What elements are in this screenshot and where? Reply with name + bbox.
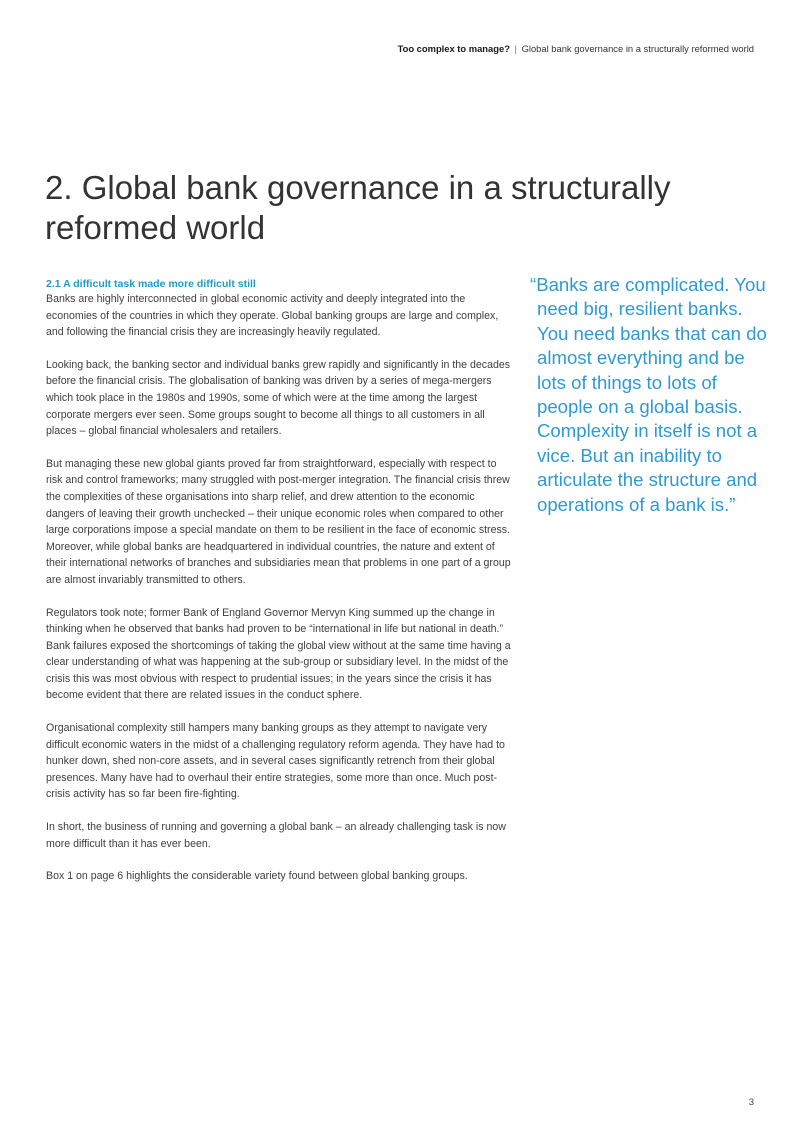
chapter-title: 2. Global bank governance in a structurally reformed world xyxy=(45,169,671,246)
header-separator: | xyxy=(514,43,517,54)
pull-quote: “Banks are complicated. You need big, resilient banks. You need banks that can do almost everything and be lots of things to lots of people on a global basis. Complexity in itself is not a vice. But an inability to articulate the structure and operations of a bank is.” xyxy=(530,274,767,515)
body-paragraph: Banks are highly interconnected in global economic activity and deeply integrated into the economies of the countries in which they operate. Global banking groups are large and complex, and following the financial crisis they are increasingly heavily regulated. xyxy=(46,293,499,339)
running-header xyxy=(398,43,754,54)
body-paragraph: But managing these new global giants proved far from straightforward, especially with respect to risk and control frameworks; many struggled with post-merger integration. The financial crisis threw the complexities of these organisations into sharp relief, and drew attention to the economic dangers of leaving their growth unchecked – their unique economic roles when compared to other large corporations impose a special mandate on them to be resilient in the face of economic stress. Moreover, while global banks are headquartered in individual countries, the nature and extent of their international networks of branches and subsidiaries mean that problems in one part of a group are almost invariably transmitted to others. xyxy=(46,457,511,586)
header-report-title: Too complex to manage? xyxy=(397,43,510,54)
body-paragraph: In short, the business of running and governing a global bank – an already challenging task is now more difficult than it has ever been. xyxy=(46,821,506,850)
page-number: 3 xyxy=(748,1097,754,1108)
body-paragraph: Box 1 on page 6 highlights the considerable variety found between global banking groups. xyxy=(46,870,468,883)
body-paragraph: Organisational complexity still hampers many banking groups as they attempt to navigate very difficult economic waters in the midst of a challenging regulatory reform agenda. They have had to hunker down, shed non-core assets, and in several cases significantly retrench from their global presences. Many have had to overhaul their entire strategies, some more than once. Much post-crisis activity has so far been fire-fighting. xyxy=(46,722,505,801)
section-heading: 2.1 A difficult task made more difficult still xyxy=(46,278,256,290)
body-paragraph: Regulators took note; former Bank of England Governor Mervyn King summed up the change in thinking when he observed that banks had proven to be “international in life but national in death.” Bank failures exposed the shortcomings of taking the global view without at the same time having a clear understanding of what was happening at the sub-group or subsidiary level. In the midst of the crisis this was most obvious with respect to prudential issues; in the years since the crisis it has become evident that there are related issues in the conduct sphere. xyxy=(46,606,511,702)
body-column xyxy=(46,277,514,901)
header-report-subtitle: Global bank governance in a structurally reformed world xyxy=(521,43,754,54)
body-paragraph: Looking back, the banking sector and individual banks grew rapidly and significantly in the decades before the financial crisis. The globalisation of banking was driven by a series of mega-mergers which took place in the 1980s and 1990s, some of which were at the time among the largest corporate mergers ever seen. Some groups sought to become all things to all customers in all places – global financial wholesalers and retailers. xyxy=(46,358,511,438)
